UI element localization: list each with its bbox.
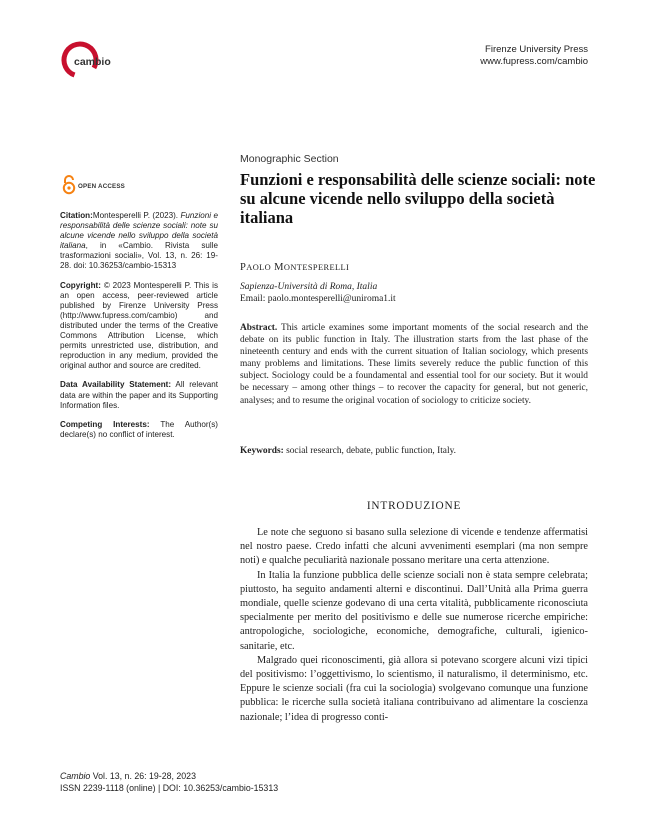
sidebar (60, 211, 218, 449)
publisher-url[interactable]: www.fupress.com/cambio (480, 56, 588, 67)
publisher-info (480, 44, 588, 68)
footer-journal-info: Cambio Vol. 13, n. 26: 19-28, 2023 (60, 771, 196, 781)
data-availability-label: Data Availability Statement: (60, 380, 172, 390)
section-label: Monographic Section (240, 153, 339, 165)
citation-source: , in «Cambio. Rivista sulle trasformazioni sociali», Vol. 13, n. 26: 19-28. doi: 10.36253/cambio-15313 (60, 241, 218, 271)
citation (60, 211, 218, 272)
author-name: PAOLO MONTESPERELLI (240, 262, 350, 273)
competing-interests-text: The Author(s) declare(s) no conflict of interest. (60, 419, 218, 439)
author-email[interactable]: Email: paolo.montesperelli@uniroma1.it (240, 294, 396, 304)
open-access-label: OPEN ACCESS (78, 183, 126, 190)
citation-label: Citation: (60, 211, 93, 220)
keywords-label: Keywords: (240, 446, 284, 456)
body-paragraph: In Italia la funzione pubblica delle scienze sociali non è stata sempre celebrata; piuttosto, ha seguito andamenti alterni e discontinui. Dall’Unità alla Prima guerra mondiale, quelle scienze godevano di una certa vitalità, pubblicamente riconosciuta specialmente per merito del positivismo e delle sue numerose ricerche empiriche: antropologiche, sociologiche, economiche, demografiche, culturali, igienico-sanitarie, etc. (240, 569, 588, 652)
intro-heading: INTRODUZIONE (366, 500, 462, 512)
footer (60, 771, 278, 794)
keywords-text: social research, debate, public function, Italy. (286, 446, 456, 456)
author-affiliation: Sapienza-Università di Roma, Italia (240, 282, 378, 292)
data-availability (60, 380, 218, 410)
abstract-text: This article examines some important moments of the social research and the debate on its public function in Italy. The illustration starts from the last phase of the nineteenth century and ends with the current situation of Italian sociology, which presents many problems and limitations. These limits severely reduce the public function of this subject. Sociology could be a foundamental and essential tool for our society. But it would be necessary – among other things – to recover the capacity for general, but not generic, analyses; and to resume the original vocation of sociology to criticize society. (240, 323, 588, 406)
publisher-name: Firenze University Press (485, 44, 588, 55)
keywords (240, 446, 590, 456)
cambio-logo (60, 40, 130, 80)
abstract-label: Abstract. (240, 323, 278, 333)
copyright-label: Copyright: (60, 280, 101, 290)
article-title: Funzioni e responsabilità delle scienze sociali: note su alcune vicende nello sviluppo della società italiana (240, 170, 596, 227)
competing-interests-label: Competing Interests: (60, 419, 150, 429)
body-text (240, 526, 588, 725)
copyright-text: © 2023 Montesperelli P. This is an open access, peer-reviewed article published by Firenze University Press (http://www.fupress.com/cambio) and distributed under the terms of the Creative Commons Attribution License, which permits unrestricted use, distribution, and reproduction in any medium, provided the original author and source are credited. (60, 280, 218, 371)
body-paragraph: Malgrado quei riconoscimenti, già allora si potevano scorgere alcuni vizi tipici del positivismo: l’oggettivismo, lo scientismo, il naturalismo, il determinismo, etc. Eppure le scienze sociali (fra cui la sociologia) svolgevano comunque una funzione pubblica: le ricerche sulla società italiana contribuivano ad alimentare la coscienza nazionale; l’idea di progresso conti- (240, 654, 588, 723)
footer-issn: ISSN 2239-1118 (online) | DOI: 10.36253/cambio-15313 (60, 782, 279, 793)
open-access-lock-icon (64, 176, 74, 193)
citation-title: Funzioni e responsabilità delle scienze sociali: note su alcune vicende nello sviluppo della società italiana (60, 211, 218, 251)
data-availability-text: All relevant data are within the paper and its Supporting Information files. (60, 380, 218, 410)
copyright (60, 281, 218, 372)
competing-interests (60, 420, 218, 440)
body-paragraph: Le note che seguono si basano sulla selezione di vicende e tendenze affermatisi nel nostro paese. Credo infatti che alcuni avvenimenti esemplari (ma non sempre noti) e qualche peculiarità nazionale possano meritare una certa attenzione. (240, 527, 588, 567)
abstract (240, 322, 588, 407)
citation-author: Montesperelli P. (2023). (92, 211, 181, 220)
logo-text: cambio (74, 56, 111, 68)
